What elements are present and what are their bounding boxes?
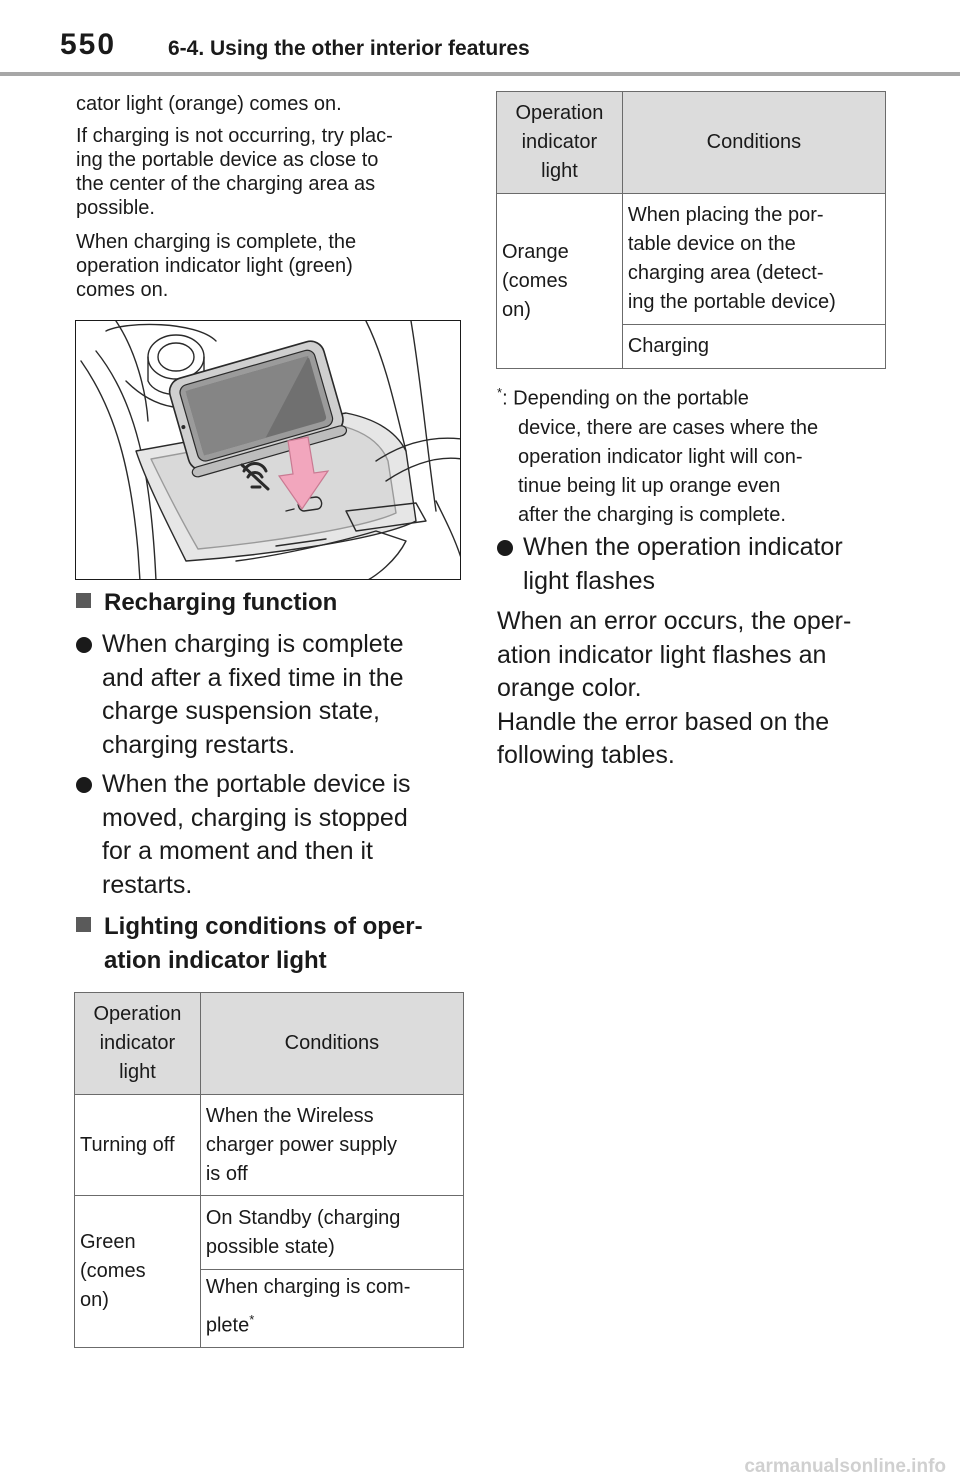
para-2-line: possible. (76, 197, 155, 219)
square-bullet-icon (76, 593, 91, 608)
cell-line: (comes (80, 1260, 146, 1282)
cell-line: charger power supply (205, 1133, 398, 1156)
bullet-text (523, 531, 843, 598)
bullet-line: light flashes (523, 566, 656, 595)
para-3-line: operation indicator light (green) (76, 255, 353, 277)
paragraph-continuation (76, 92, 468, 116)
footnote-line: operation indicator light will con- (518, 445, 803, 468)
heading-text: Recharging function (104, 589, 338, 616)
bullet-line: When charging is complete (102, 630, 404, 658)
lighting-conditions-table-left (74, 992, 464, 1348)
table-row (75, 1196, 464, 1270)
header-conditions: Conditions (622, 92, 885, 194)
header-line: Operation (515, 102, 604, 124)
cell-condition (200, 1196, 463, 1270)
header-operation-indicator-light (497, 92, 623, 194)
para-2-line: the center of the charging area as (76, 173, 376, 195)
bullet-device-moved (76, 768, 468, 908)
cell-light-orange (497, 194, 623, 369)
paragraph-2 (76, 124, 468, 220)
cell-light-green (75, 1196, 201, 1348)
heading-text: Lighting conditions of oper- (104, 913, 423, 940)
cell-line: ing the portable device) (627, 291, 836, 313)
cell-line: When the Wireless (205, 1104, 374, 1127)
body-line: When an error occurs, the oper- (497, 607, 852, 635)
cell-line: charging area (detect- (627, 262, 824, 284)
footnote-line (497, 378, 897, 414)
page-number: 550 (60, 28, 117, 61)
body-line: orange color. (497, 674, 642, 702)
watermark: carmanualsonline.info (744, 1456, 946, 1477)
square-bullet-icon (76, 917, 91, 932)
bullet-charging-restarts (76, 628, 468, 768)
footnote-line: tinue being lit up orange even (518, 474, 781, 497)
para-3-line: When charging is complete, the (76, 231, 357, 253)
cell-line: possible state) (205, 1235, 335, 1258)
lighting-conditions-table-right (496, 91, 886, 369)
cell-line: Green (80, 1231, 136, 1253)
cell-text: plete (205, 1314, 250, 1337)
cell-line: Orange (502, 240, 569, 263)
footnote-line: after the charging is complete. (518, 503, 786, 526)
bullet-dot-icon (497, 540, 513, 556)
para-2-line: If charging is not occurring, try plac- (76, 125, 393, 147)
cell-line: on) (80, 1289, 109, 1311)
footnote-text: : Depending on the portable (502, 387, 749, 410)
cell-light-turning-off: Turning off (75, 1095, 201, 1196)
body-line: ation indicator light flashes an (497, 640, 827, 669)
heading-recharging-function (76, 586, 468, 620)
header-rule (0, 72, 960, 76)
bullet-dot-icon (76, 777, 92, 793)
footnote (497, 378, 897, 530)
paragraph-3 (76, 230, 468, 302)
bullet-line: for a moment and then it (102, 837, 373, 865)
bullet-light-flashes (497, 531, 897, 601)
para-3-line: comes on. (76, 279, 169, 301)
cell-line: on) (502, 298, 531, 321)
bullet-line: When the portable device is (102, 770, 411, 798)
header-line: light (541, 160, 578, 182)
heading-lighting-conditions (76, 910, 468, 978)
header-line: Operation (93, 1003, 182, 1025)
footnote-marker: * (497, 385, 503, 400)
bullet-line: When the operation indicator (523, 533, 843, 561)
bullet-line: moved, charging is stopped (102, 803, 408, 832)
heading-text: ation indicator light (104, 947, 327, 974)
bullet-line: charge suspension state, (102, 697, 380, 725)
cell-line: When charging is com- (205, 1276, 411, 1299)
para-1: cator light (orange) comes on. (76, 93, 342, 115)
body-line: Handle the error based on the (497, 707, 830, 736)
header-line: light (119, 1061, 156, 1083)
wireless-charger-illustration (75, 320, 461, 580)
cell-condition-charging: Charging (622, 325, 885, 369)
section-title: 6-4. Using the other interior features (168, 37, 530, 60)
cell-condition (200, 1095, 463, 1196)
para-2-line: ing the portable device as close to (76, 149, 379, 171)
cell-line: table device on the (627, 233, 796, 255)
table-header-row (75, 993, 464, 1095)
header-operation-indicator-light (75, 993, 201, 1095)
table-header-row (497, 92, 886, 194)
charger-drawing (76, 321, 461, 580)
header-line: indicator (99, 1032, 176, 1054)
table-row (75, 1095, 464, 1196)
bullet-text (102, 768, 411, 902)
bullet-line: charging restarts. (102, 730, 296, 759)
header-conditions: Conditions (200, 993, 463, 1095)
header-line: indicator (521, 131, 598, 153)
footnote-ref: * (249, 1312, 255, 1328)
error-body-text (497, 605, 897, 773)
footnote-line: device, there are cases where the (518, 416, 819, 439)
bullet-text (102, 628, 404, 762)
cell-line: is off (205, 1162, 248, 1185)
cell-line: On Standby (charging (205, 1206, 401, 1229)
bullet-dot-icon (76, 637, 92, 653)
table-row (497, 194, 886, 325)
bullet-line: and after a fixed time in the (102, 663, 404, 692)
cell-condition (200, 1270, 463, 1348)
body-line: following tables. (497, 741, 675, 769)
cell-condition (622, 194, 885, 325)
cell-line: When placing the por- (627, 204, 824, 226)
cell-line: (comes (502, 269, 568, 292)
cell-line (206, 1302, 458, 1344)
bullet-line: restarts. (102, 870, 193, 899)
